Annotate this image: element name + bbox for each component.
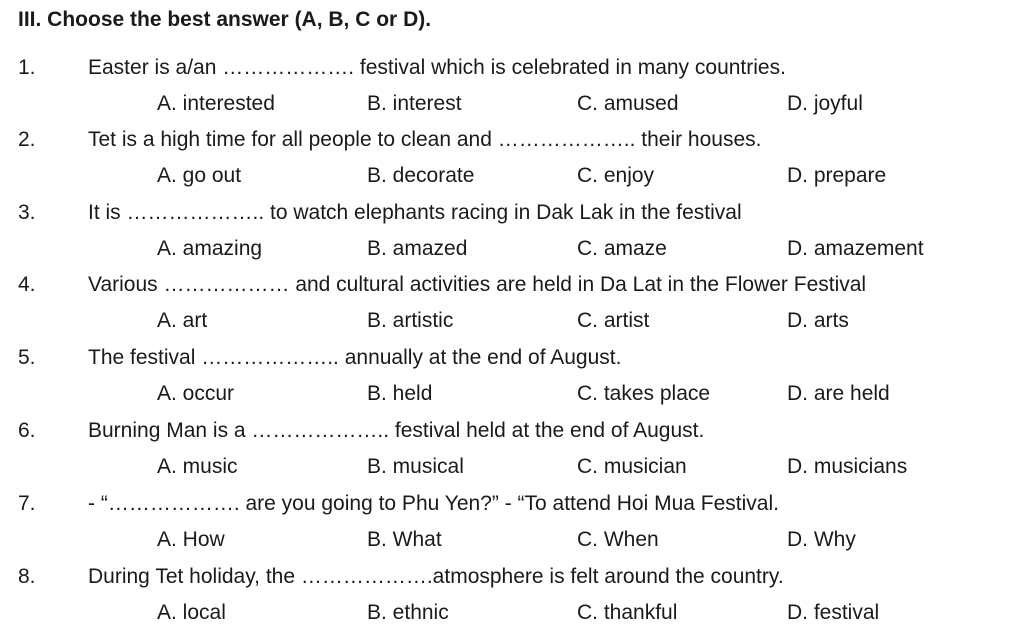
question-number: 1. [18,56,36,79]
option-a[interactable]: A. art [157,309,208,332]
question-8 [0,565,1024,638]
answer-options [0,455,1024,485]
question-text: Easter is a/an ………………. festival which is celebrated in many countries. [88,56,786,79]
question-text: It is ……………….. to watch elephants racing in Dak Lak in the festival [88,201,742,224]
option-a[interactable]: A. local [157,601,226,624]
option-c[interactable]: C. When [577,528,659,551]
question-text: During Tet holiday, the ……………….atmosphere is felt around the country. [88,565,784,588]
option-d[interactable]: D. prepare [787,164,887,187]
option-b[interactable]: B. held [367,382,433,405]
option-b[interactable]: B. interest [367,92,462,115]
question-number: 4. [18,273,36,296]
option-b[interactable]: B. artistic [367,309,454,332]
question-number: 6. [18,419,36,442]
option-d[interactable]: D. festival [787,601,880,624]
option-a[interactable]: A. go out [157,164,242,187]
option-b[interactable]: B. amazed [367,237,468,260]
question-2 [0,128,1024,201]
option-d[interactable]: D. Why [787,528,856,551]
option-a[interactable]: A. occur [157,382,235,405]
option-c[interactable]: C. amaze [577,237,667,260]
question-3 [0,201,1024,274]
answer-options [0,309,1024,339]
option-d[interactable]: D. joyful [787,92,863,115]
question-text: The festival ……………….. annually at the end of August. [88,346,622,369]
answer-options [0,528,1024,558]
option-c[interactable]: C. amused [577,92,679,115]
question-1 [0,56,1024,129]
option-b[interactable]: B. ethnic [367,601,449,624]
option-a[interactable]: A. interested [157,92,275,115]
answer-options [0,164,1024,194]
option-c[interactable]: C. takes place [577,382,711,405]
question-number: 3. [18,201,36,224]
question-number: 7. [18,492,36,515]
option-a[interactable]: A. amazing [157,237,263,260]
option-a[interactable]: A. music [157,455,238,478]
question-number: 5. [18,346,36,369]
answer-options [0,92,1024,122]
question-7 [0,492,1024,565]
option-b[interactable]: B. What [367,528,442,551]
option-b[interactable]: B. musical [367,455,464,478]
question-4 [0,273,1024,346]
question-number: 2. [18,128,36,151]
option-b[interactable]: B. decorate [367,164,475,187]
question-text: Tet is a high time for all people to clean and ……………….. their houses. [88,128,762,151]
question-number: 8. [18,565,36,588]
option-d[interactable]: D. amazement [787,237,924,260]
option-d[interactable]: D. musicians [787,455,908,478]
option-c[interactable]: C. musician [577,455,687,478]
question-text: - “………………. are you going to Phu Yen?” - “To attend Hoi Mua Festival. [88,492,779,515]
question-5 [0,346,1024,419]
answer-options [0,382,1024,412]
option-c[interactable]: C. thankful [577,601,678,624]
answer-options [0,601,1024,631]
question-6 [0,419,1024,492]
option-d[interactable]: D. arts [787,309,849,332]
option-c[interactable]: C. enjoy [577,164,655,187]
exercise-heading: III. Choose the best answer (A, B, C or D). [18,8,432,31]
question-text: Various ……………… and cultural activities are held in Da Lat in the Flower Festival [88,273,867,296]
question-text: Burning Man is a ……………….. festival held at the end of August. [88,419,705,442]
option-a[interactable]: A. How [157,528,225,551]
option-c[interactable]: C. artist [577,309,650,332]
answer-options [0,237,1024,267]
option-d[interactable]: D. are held [787,382,890,405]
